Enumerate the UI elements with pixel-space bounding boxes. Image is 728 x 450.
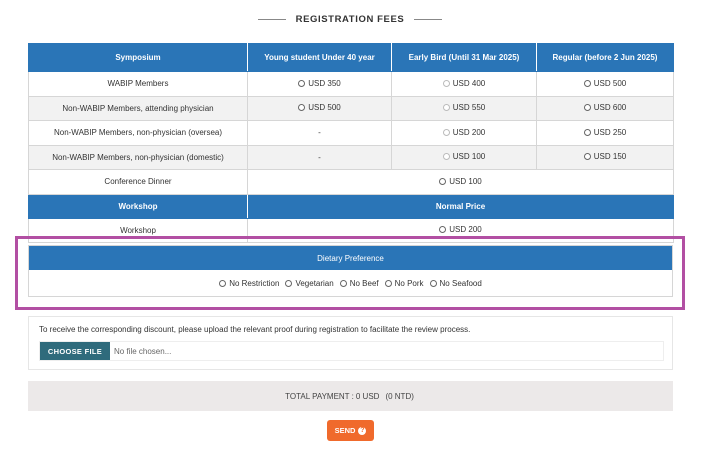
dietary-option-vegetarian[interactable] (285, 279, 333, 288)
radio-button[interactable] (219, 280, 226, 287)
fee-option-regular[interactable] (584, 152, 626, 161)
option-label: Vegetarian (295, 279, 334, 288)
fee-option-young[interactable] (298, 103, 340, 112)
upload-note: To receive the corresponding discount, please upload the relevant proof during registration to facilitate the review process. (39, 325, 471, 334)
fee-option-early (443, 152, 485, 161)
header-young-student: Young student Under 40 year (248, 44, 392, 72)
option-label: No Restriction (229, 279, 280, 288)
fee-option-regular[interactable] (584, 103, 626, 112)
dietary-option-no-beef[interactable] (340, 279, 379, 288)
fee-value: USD 350 (308, 78, 341, 88)
radio-button-disabled (443, 129, 450, 136)
option-label: No Seafood (439, 279, 482, 288)
page-title: REGISTRATION FEES (295, 14, 405, 25)
total-ntd: (0 NTD) (385, 391, 414, 401)
file-name-display: No file chosen... (110, 342, 663, 360)
workshop-row (29, 218, 674, 243)
table-row (29, 96, 674, 121)
send-label: SEND (334, 426, 356, 435)
radio-button[interactable] (430, 280, 437, 287)
fee-value: USD 100 (452, 152, 486, 162)
header-early-bird: Early Bird (Until 31 Mar 2025) (392, 44, 537, 72)
file-input[interactable] (39, 341, 664, 361)
fee-value: USD 100 (449, 176, 482, 186)
table-header-row (29, 44, 674, 72)
table-row (29, 72, 674, 97)
fee-option-early (443, 103, 485, 112)
section-title (0, 14, 700, 25)
radio-button[interactable] (439, 226, 446, 233)
dietary-option-no-pork[interactable] (385, 279, 424, 288)
question-circle-icon: ? (360, 427, 365, 434)
radio-button[interactable] (340, 280, 347, 287)
dietary-option-no-seafood[interactable] (430, 279, 482, 288)
send-button[interactable] (327, 420, 374, 441)
workshop-option[interactable] (439, 225, 481, 234)
radio-button[interactable] (584, 129, 591, 136)
total-payment-bar (28, 381, 673, 411)
fee-value: USD 400 (452, 78, 486, 88)
fee-value: USD 200 (449, 225, 482, 235)
workshop-header-row (29, 194, 674, 218)
header-workshop: Workshop (29, 194, 248, 218)
total-label: TOTAL PAYMENT : (285, 391, 354, 401)
fee-value: USD 200 (452, 127, 486, 137)
radio-button[interactable] (584, 153, 591, 160)
table-row (29, 145, 674, 170)
header-symposium: Symposium (29, 44, 248, 72)
fee-value-empty: - (248, 145, 392, 170)
fee-value: USD 500 (308, 103, 341, 113)
row-label: WABIP Members (29, 72, 248, 97)
header-regular: Regular (before 2 Jun 2025) (537, 44, 674, 72)
radio-button[interactable] (584, 80, 591, 87)
table-row (29, 121, 674, 146)
dinner-row (29, 170, 674, 195)
fee-option-early (443, 128, 485, 137)
option-label: No Beef (349, 279, 379, 288)
radio-button-disabled (443, 80, 450, 87)
radio-button[interactable] (584, 104, 591, 111)
radio-button-disabled (443, 153, 450, 160)
fee-value: USD 600 (593, 103, 627, 113)
row-label: Workshop (29, 218, 248, 243)
radio-button[interactable] (298, 104, 305, 111)
fee-value: USD 550 (452, 103, 486, 113)
radio-button[interactable] (439, 178, 446, 185)
dietary-preference-section (28, 245, 673, 297)
fee-value: USD 150 (593, 152, 627, 162)
radio-button-disabled (443, 104, 450, 111)
radio-button[interactable] (285, 280, 292, 287)
dietary-option-no-restriction[interactable] (219, 279, 279, 288)
fee-value: USD 500 (593, 78, 627, 88)
row-label: Conference Dinner (29, 170, 248, 195)
option-label: No Pork (394, 279, 424, 288)
fee-option-early (443, 79, 485, 88)
fee-option-regular[interactable] (584, 128, 626, 137)
row-label: Non-WABIP Members, non-physician (oversea) (29, 121, 248, 146)
fee-option-young[interactable] (298, 79, 340, 88)
proof-upload-section (28, 316, 673, 370)
fee-option-regular[interactable] (584, 79, 626, 88)
radio-button[interactable] (385, 280, 392, 287)
registration-fees-table (28, 43, 674, 243)
row-label: Non-WABIP Members, non-physician (domestic) (29, 145, 248, 170)
title-divider-left (258, 19, 286, 20)
dietary-options (29, 270, 672, 297)
radio-button[interactable] (298, 80, 305, 87)
header-normal-price: Normal Price (248, 194, 674, 218)
total-usd: 0 USD (355, 391, 380, 401)
dinner-option[interactable] (439, 177, 481, 186)
choose-file-button[interactable]: CHOOSE FILE (40, 342, 110, 360)
title-divider-right (414, 19, 442, 20)
fee-value-empty: - (248, 121, 392, 146)
fee-value: USD 250 (593, 127, 627, 137)
dietary-header: Dietary Preference (29, 246, 672, 270)
row-label: Non-WABIP Members, attending physician (29, 96, 248, 121)
